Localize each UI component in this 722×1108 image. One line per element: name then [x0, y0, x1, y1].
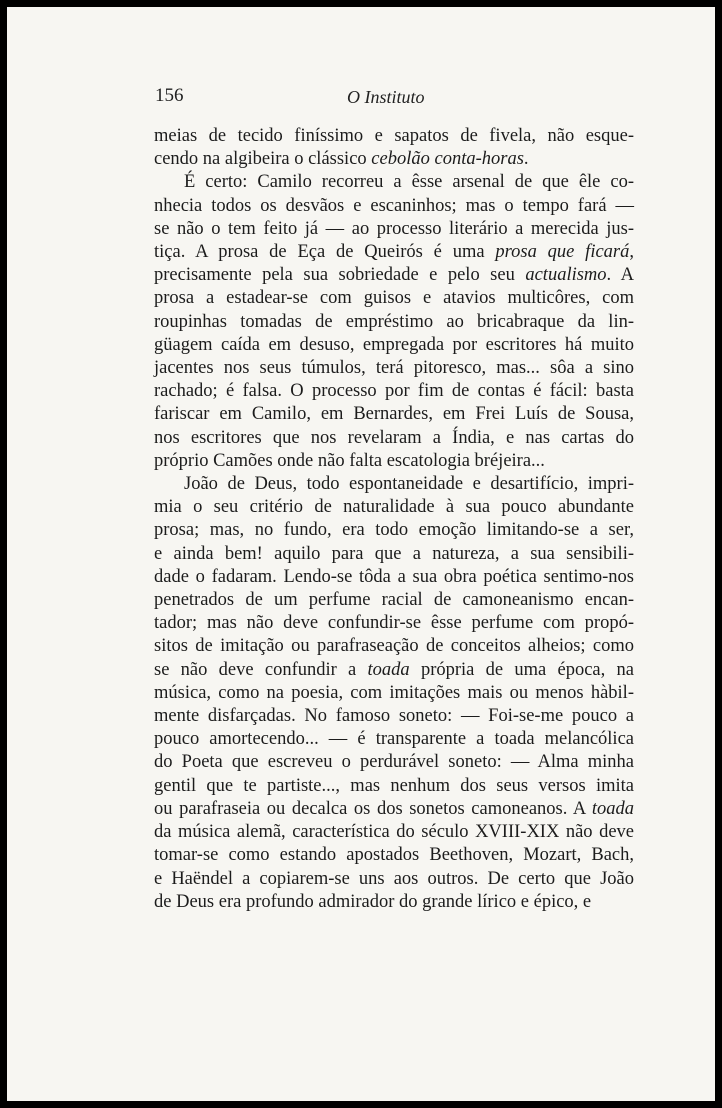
text-line: João de Deus, todo espontaneidade e desartifício, impri- [184, 474, 634, 495]
text-line: próprio Camões onde não falta escatologia bréjeira... [154, 450, 545, 471]
italic-text: prosa que ficará [495, 242, 630, 263]
text-line: tiça. A prosa de Eça de Queirós é uma prosa que ficará, [154, 242, 635, 263]
text-line: É certo: Camilo recorreu a êsse arsenal de que êle co- [184, 172, 634, 193]
running-title: O Instituto [347, 87, 425, 107]
italic-text: actualismo [525, 265, 607, 286]
text-line: dade o fadaram. Lendo-se tôda a sua obra poética sentimo-nos [154, 566, 634, 587]
text-line: prosa a estadear-se com guisos e atavios multicôres, com [154, 288, 634, 309]
text-line: meias de tecido finíssimo e sapatos de fivela, não esque- [154, 126, 634, 146]
text-line: güagem caída em desuso, empregada por escritores há muito [154, 334, 634, 355]
text-line: jacentes nos seus túmulos, terá pitoresco, mas... sôa a sino [154, 358, 634, 379]
text-line: nos escritores que nos revelaram a Índia, e nas cartas do [154, 427, 634, 448]
text-line: música, como na poesia, com imitações mais ou menos hàbil- [154, 682, 634, 703]
paragraph [154, 171, 634, 473]
body-text [154, 125, 634, 914]
text-line: ou parafraseia ou decalca os dos sonetos camoneanos. A toada [154, 798, 634, 819]
italic-text: toada [591, 798, 634, 819]
text-line: mente disfarçadas. No famoso soneto: — Foi-se-me pouco a [154, 706, 634, 727]
text-line: pouco amortecendo... — é transparente a toada melancólica [154, 729, 634, 750]
text-line: prosa; mas, no fundo, era todo emoção limitando-se a ser, [154, 520, 634, 541]
text-line: gentil que te partiste..., mas nenhum dos seus versos imita [154, 775, 634, 796]
text-line: fariscar em Camilo, em Bernardes, em Frei Luís de Sousa, [154, 404, 634, 425]
text-line: penetrados de um perfume racial de camoneanismo encan- [154, 590, 634, 611]
text-line: de Deus era profundo admirador do grande lírico e épico, e [154, 891, 592, 912]
text-line: roupinhas tomadas de empréstimo ao bricabraque da lin- [154, 311, 634, 332]
text-line: e ainda bem! aquilo para que a natureza, a sua sensibili- [154, 543, 634, 564]
text-line: precisamente pela sua sobriedade e pelo seu actualismo. A [154, 265, 634, 286]
text-line: sitos de imitação ou parafraseação de conceitos alheios; como [154, 636, 634, 657]
text-line: nhecia todos os desvãos e escaninhos; mas o tempo fará — [154, 195, 634, 216]
italic-text: toada [367, 659, 410, 680]
page-number: 156 [155, 85, 184, 106]
text-line: se não o tem feito já — ao processo literário a merecida jus- [154, 218, 634, 239]
text-line: se não deve confundir a toada própria de uma época, na [154, 659, 634, 680]
text-line: mia o seu critério de naturalidade à sua pouco abundante [154, 497, 634, 518]
text-line: da música alemã, característica do século XVIII-XIX não deve [154, 822, 634, 843]
paragraph [154, 473, 634, 914]
text-line: e Haëndel a copiarem-se uns aos outros. De certo que João [154, 868, 634, 889]
text-line: tomar-se como estando apostados Beethoven, Mozart, Bach, [154, 845, 634, 866]
italic-text: cebolão conta-horas [371, 149, 524, 170]
text-line: do Poeta que escreveu o perdurável soneto: — Alma minha [154, 752, 634, 773]
text-line: cendo na algibeira o clássico cebolão conta-horas. [154, 149, 529, 170]
book-page [7, 7, 715, 1101]
paragraph [154, 125, 634, 171]
text-line: rachado; é falsa. O processo por fim de contas é fácil: basta [154, 381, 634, 402]
text-line: tador; mas não deve confundir-se êsse perfume com propó- [154, 613, 634, 634]
